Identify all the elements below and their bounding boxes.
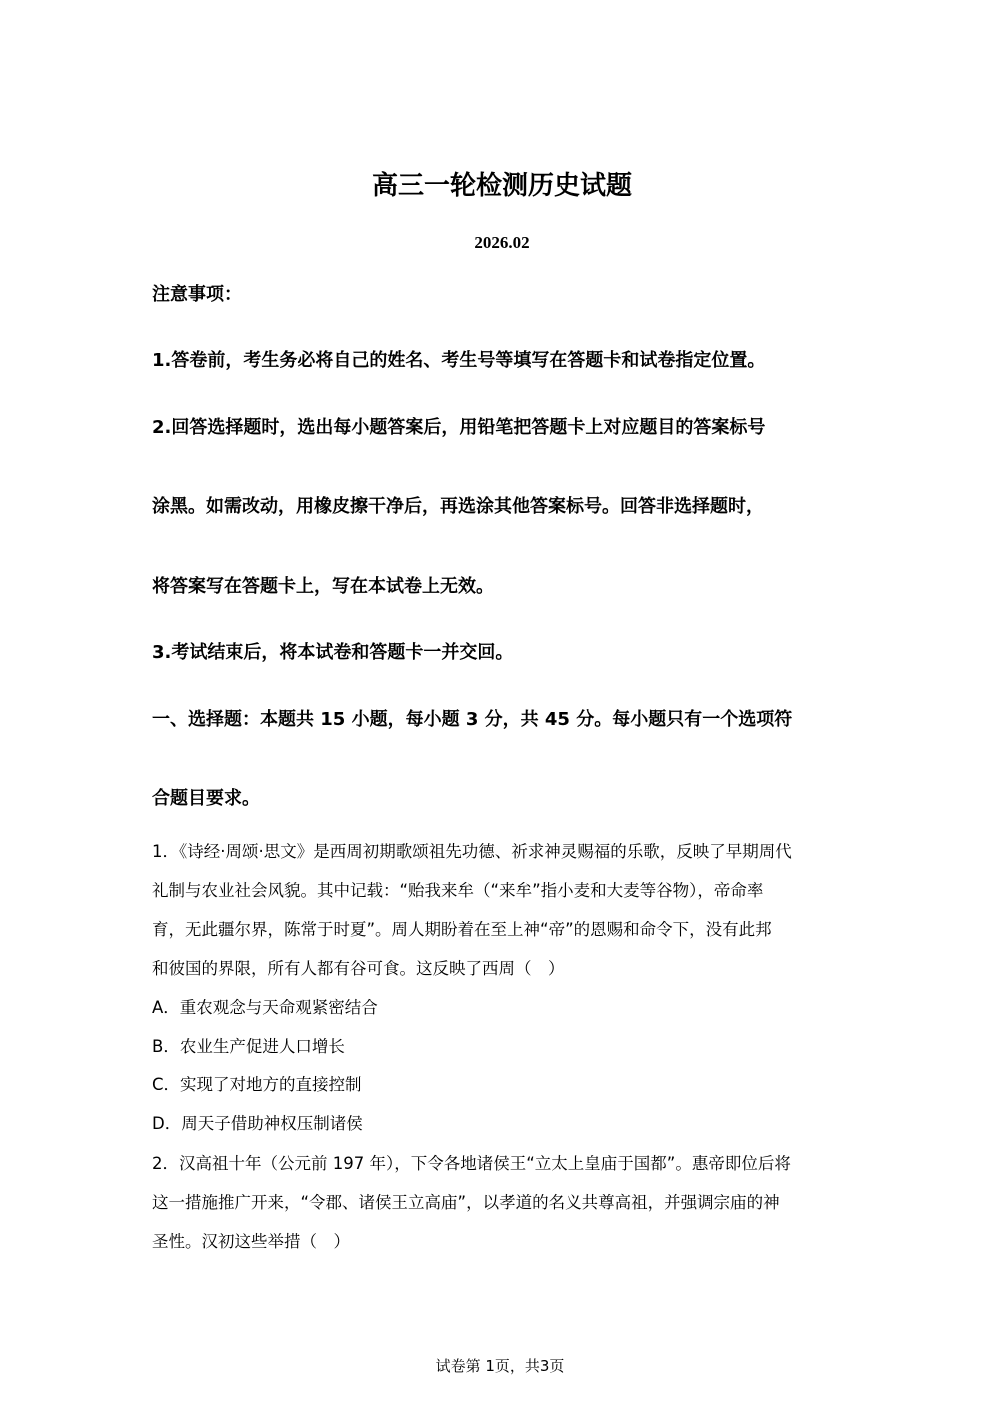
section-heading-line-1: 一、选择题：本题共 15 小题，每小题 3 分，共 45 分。每小题只有一个选项符 (152, 709, 793, 730)
notice-item-2-line-3: 将答案写在答题卡上，写在本试卷上无效。 (152, 576, 494, 597)
question-1-option-d: D．周天子借助神权压制诸侯 (152, 1114, 363, 1133)
question-1-option-c: C．实现了对地方的直接控制 (152, 1075, 362, 1094)
exam-date: 2026.02 (474, 233, 530, 252)
notice-item-2-line-2: 涂黑。如需改动，用橡皮擦干净后，再选涂其他答案标号。回答非选择题时， (152, 496, 764, 517)
notice-item-2-line-1: 2.回答选择题时，选出每小题答案后，用铅笔把答题卡上对应题目的答案标号 (152, 417, 766, 438)
section-heading-line-2: 合题目要求。 (152, 788, 260, 809)
question-1-option-a: A．重农观念与天命观紧密结合 (152, 998, 378, 1017)
question-1-stem-line-4: 和彼国的界限，所有人都有谷可食。这反映了西周（ ） (152, 959, 565, 978)
page-footer: 试卷第 1页，共3页 (435, 1357, 565, 1375)
question-2-stem-line-3: 圣性。汉初这些举措（ ） (152, 1232, 350, 1251)
question-1-option-b: B．农业生产促进人口增长 (152, 1037, 345, 1056)
question-1-stem-line-3: 育，无此疆尔界，陈常于时夏”。周人期盼着在至上神“帝”的恩赐和命令下，没有此邦 (152, 920, 772, 939)
exam-title: 高三一轮检测历史试题 (371, 171, 632, 201)
question-1-stem-line-1: 1．《诗经·周颂·思文》是西周初期歌颂祖先功德、祈求神灵赐福的乐歌，反映了早期周代 (152, 842, 792, 861)
question-1-stem-line-2: 礼制与农业社会风貌。其中记载：“贻我来牟（“来牟”指小麦和大麦等谷物），帝命率 (152, 881, 764, 900)
notice-item-3: 3.考试结束后，将本试卷和答题卡一并交回。 (152, 642, 514, 663)
question-2-stem-line-2: 这一措施推广开来，“令郡、诸侯王立高庙”，以孝道的名义共尊高祖，并强调宗庙的神 (152, 1193, 780, 1212)
notice-item-1: 1.答卷前，考生务必将自己的姓名、考生号等填写在答题卡和试卷指定位置。 (152, 350, 766, 371)
notice-heading: 注意事项： (152, 284, 242, 305)
question-2-stem-line-1: 2．汉高祖十年（公元前 197 年），下令各地诸侯王“立太上皇庙于国都”。惠帝即位后将 (152, 1154, 791, 1173)
